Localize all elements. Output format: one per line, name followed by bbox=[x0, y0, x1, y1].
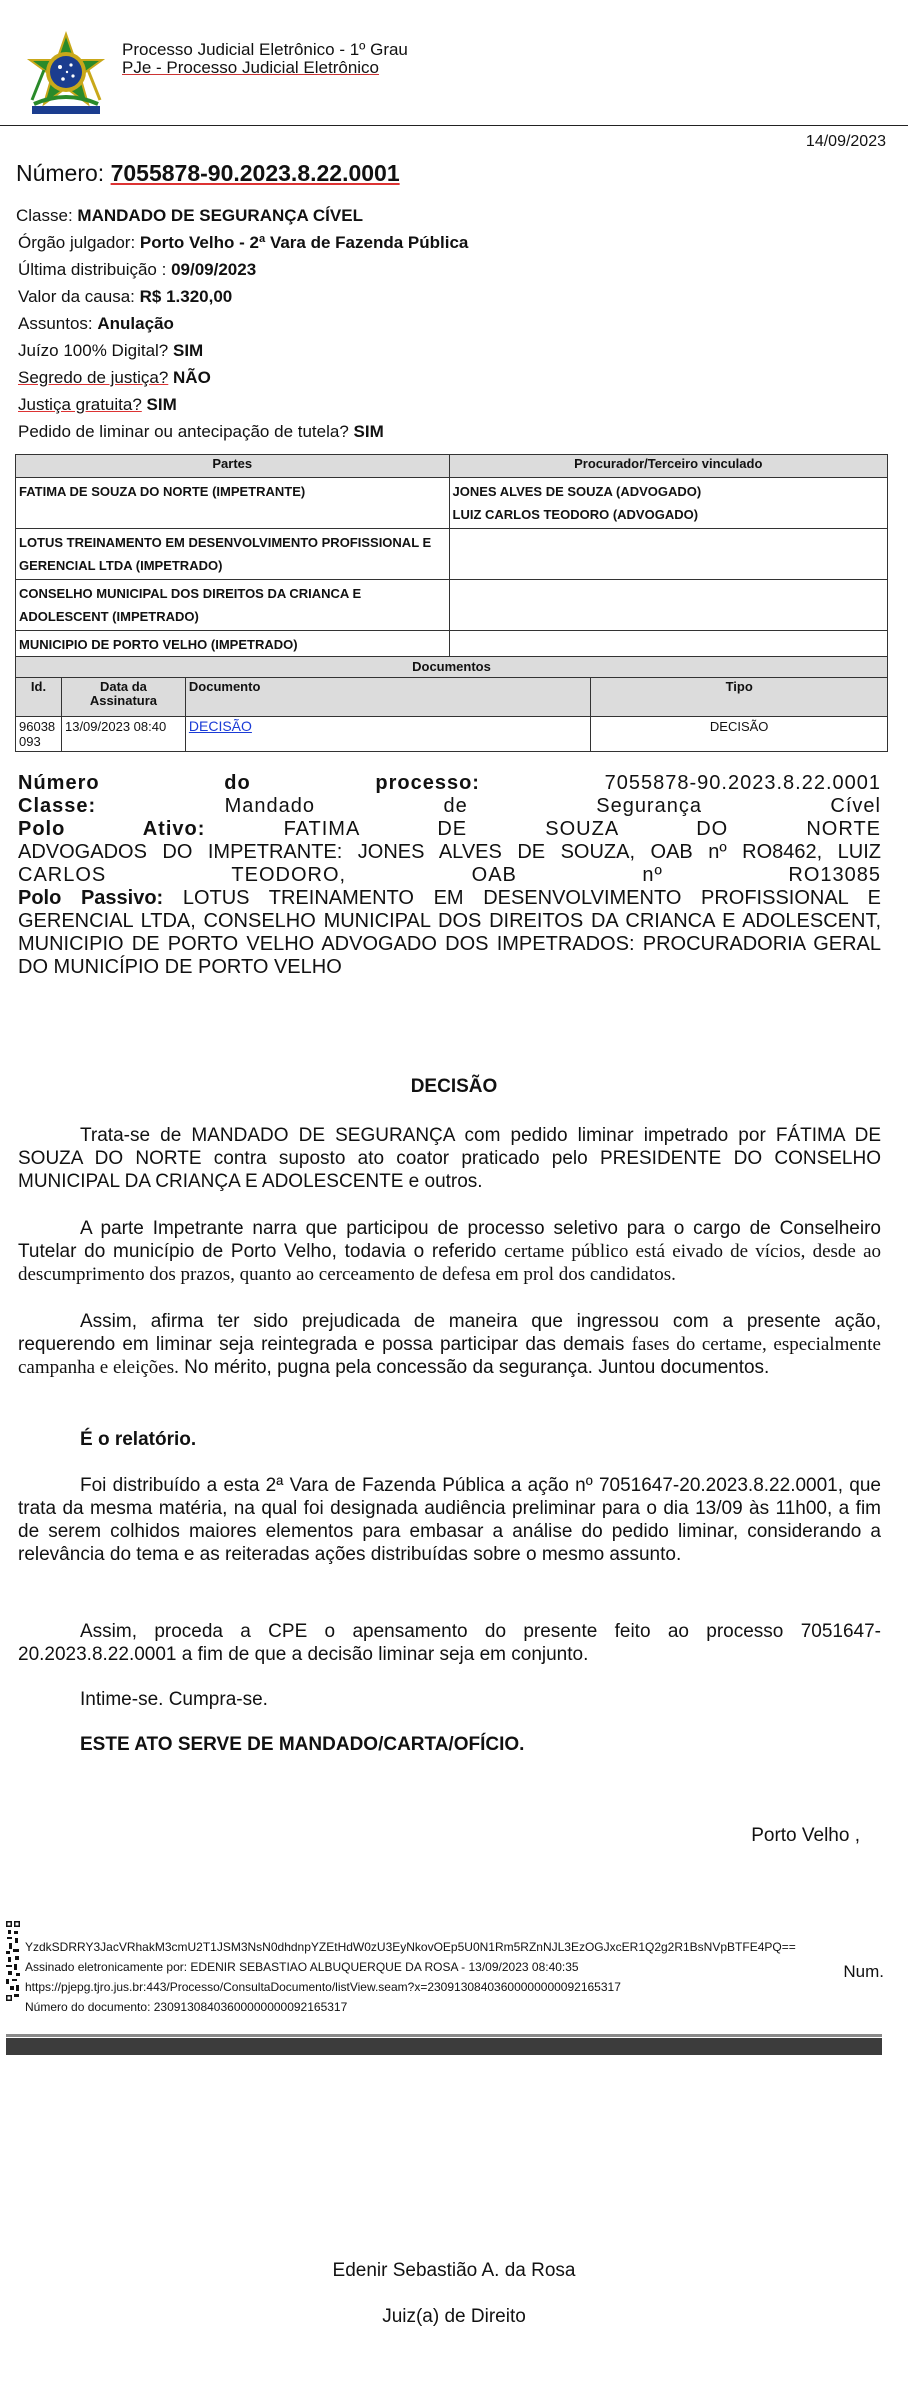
documents-header-id: Id. bbox=[16, 678, 62, 717]
party-lawyers bbox=[449, 580, 888, 631]
judge-name: Edenir Sebastião A. da Rosa bbox=[332, 2260, 576, 2281]
decision-paragraph: Assim, proceda a CPE o apensamento do presente feito ao processo 7051647-20.2023.8.22.0001 a fim de que a decisão liminar seja em conjunto. bbox=[18, 1621, 881, 1665]
field-assuntos: Assuntos: Anulação bbox=[18, 314, 174, 333]
table-row bbox=[16, 529, 888, 580]
field-classe: Classe: MANDADO DE SEGURANÇA CÍVEL bbox=[16, 206, 363, 225]
process-number-label: Número: bbox=[16, 160, 105, 186]
decision-paragraph: A parte Impetrante narra que participou de processo seletivo para o cargo de Conselheiro Tutelar do município de Porto Velho, todavia o referido certame público está eivado de vícios, desde ao descumprimento dos prazos, quanto ao cerceamento de defesa em prol dos candidatos. bbox=[18, 1218, 881, 1285]
party-name: MUNICIPIO DE PORTO VELHO (IMPETRADO) bbox=[16, 631, 450, 659]
lawyer-name: JONES ALVES DE SOUZA (ADVOGADO) bbox=[452, 484, 702, 499]
field-juizo-digital: Juízo 100% Digital? SIM bbox=[18, 341, 204, 360]
decision-relatorio: É o relatório. bbox=[80, 1429, 197, 1450]
field-orgao-julgador: Órgão julgador: Porto Velho - 2ª Vara de Fazenda Pública bbox=[18, 233, 469, 252]
num-label: Num. bbox=[843, 1962, 884, 1981]
party-lawyers bbox=[449, 529, 888, 580]
decision-location: Porto Velho , bbox=[751, 1825, 860, 1846]
document-cell bbox=[185, 717, 590, 752]
qr-code-icon bbox=[6, 1921, 20, 2001]
table-row bbox=[16, 580, 888, 631]
document-date: 13/09/2023 08:40 bbox=[61, 717, 185, 752]
document-link[interactable]: DECISÃO bbox=[188, 718, 252, 734]
print-date: 14/09/2023 bbox=[805, 133, 886, 150]
document-type: DECISÃO bbox=[591, 717, 888, 752]
party-name: FATIMA DE SOUZA DO NORTE (IMPETRANTE) bbox=[16, 478, 450, 529]
parties-header-partes: Partes bbox=[16, 455, 450, 478]
table-row bbox=[16, 478, 888, 529]
signature-signed-by: Assinado eletronicamente por: EDENIR SEBASTIAO ALBUQUERQUE DA ROSA - 13/09/2023 08:40:35 bbox=[25, 1960, 579, 1974]
footer-bar-highlight bbox=[6, 2034, 882, 2037]
judge-role: Juiz(a) de Direito bbox=[382, 2306, 526, 2327]
decision-process-number: Número do processo: 7055878-90.2023.8.22.0001 bbox=[18, 772, 881, 794]
decision-advogados-line1: ADVOGADOS DO IMPETRANTE: JONES ALVES DE SOUZA, OAB nº RO8462, LUIZ bbox=[18, 841, 881, 863]
party-lawyers bbox=[449, 631, 888, 659]
decision-advogados-line2: CARLOS TEODORO, OAB nº RO13085 bbox=[18, 864, 881, 886]
table-row bbox=[16, 717, 888, 752]
decision-ato: ESTE ATO SERVE DE MANDADO/CARTA/OFÍCIO. bbox=[80, 1734, 525, 1755]
party-lawyers bbox=[449, 478, 888, 529]
signature-doc-number: Número do documento: 23091308403600000000092165317 bbox=[25, 2000, 348, 2014]
field-valor-causa: Valor da causa: R$ 1.320,00 bbox=[18, 287, 233, 306]
header-system-subtitle: PJe - Processo Judicial Eletrônico bbox=[122, 58, 380, 77]
documents-header-document: Documento bbox=[185, 678, 590, 717]
header-divider bbox=[0, 125, 908, 126]
decision-paragraph: Assim, afirma ter sido prejudicada de maneira que ingressou com a presente ação, requerendo em liminar seja reintegrada e possa participar das demais fases do certame, especialmente campanha e eleições. No mérito, pugna pela concessão da segurança. Juntou documentos. bbox=[18, 1311, 881, 1378]
decision-paragraph: Foi distribuído a esta 2ª Vara de Fazenda Pública a ação nº 7051647-20.2023.8.22.0001, que trata da mesma matéria, na qual foi designada audiência preliminar para o dia 13/09 às 11h00, a fim de serem colhidos maiores elementos para embasar a análise do pedido liminar, considerando a relevância do tema e as reiteradas ações distribuídas sobre o mesmo assunto. bbox=[18, 1475, 881, 1565]
party-name: CONSELHO MUNICIPAL DOS DIREITOS DA CRIANCA E ADOLESCENT (IMPETRADO) bbox=[16, 580, 450, 631]
decision-polo-ativo: Polo Ativo: FATIMA DE SOUZA DO NORTE bbox=[18, 818, 881, 840]
documents-table bbox=[15, 677, 888, 752]
decision-title: DECISÃO bbox=[410, 1076, 498, 1097]
process-number-value: 7055878-90.2023.8.22.0001 bbox=[110, 160, 400, 186]
decision-intime: Intime-se. Cumpra-se. bbox=[80, 1689, 268, 1710]
footer-bar bbox=[6, 2038, 882, 2055]
decision-paragraph: Trata-se de MANDADO DE SEGURANÇA com pedido liminar impetrado por FÁTIMA DE SOUZA DO NORTE contra suposto ato coator praticado pelo PRESIDENTE DO CONSELHO MUNICIPAL DA CRIANÇA E ADOLESCENTE e outros. bbox=[18, 1125, 881, 1192]
field-ultima-distribuicao: Última distribuição : 09/09/2023 bbox=[18, 260, 257, 279]
documents-header-date: Data da Assinatura bbox=[61, 678, 185, 717]
field-pedido-liminar: Pedido de liminar ou antecipação de tutela? SIM bbox=[18, 422, 384, 441]
parties-table bbox=[15, 454, 888, 659]
document-id: 96038 093 bbox=[16, 717, 62, 752]
process-number bbox=[16, 160, 400, 187]
party-name: LOTUS TREINAMENTO EM DESENVOLVIMENTO PROFISSIONAL E GERENCIAL LTDA (IMPETRADO) bbox=[16, 529, 450, 580]
lawyer-name: LUIZ CARLOS TEODORO (ADVOGADO) bbox=[452, 507, 699, 522]
signature-url[interactable]: https://pjepg.tjro.jus.br:443/Processo/ConsultaDocumento/listView.seam?x=23091308403600000000092165317 bbox=[25, 1980, 621, 1994]
table-row bbox=[16, 631, 888, 659]
decision-classe: Classe: Mandado de Segurança Cível bbox=[18, 795, 882, 817]
decision-polo-passivo: Polo Passivo: LOTUS TREINAMENTO EM DESENVOLVIMENTO PROFISSIONAL E GERENCIAL LTDA, CONSELHO MUNICIPAL DOS DIREITOS DA CRIANCA E ADOLESCENT, MUNICIPIO DE PORTO VELHO ADVOGADO DOS IMPETRADOS: PROCURADORIA GERAL DO MUNICÍPIO DE PORTO VELHO bbox=[18, 887, 882, 978]
field-segredo-justica: Segredo de justiça? NÃO bbox=[18, 368, 211, 387]
field-justica-gratuita: Justiça gratuita? SIM bbox=[18, 395, 177, 414]
documents-header-type: Tipo bbox=[591, 678, 888, 717]
signature-hash: YzdkSDRRY3JacVRhakM3cmU2T1JSM3NsN0dhdnpYZEtHdW0zU3EyNkovOEp5U0N1Rm5RZnNJL3EzOGJxcER1Q2g2R1BsNVpBTFE4PQ== bbox=[25, 1940, 796, 1954]
brazil-coat-of-arms-icon bbox=[24, 30, 108, 120]
header-system-title: Processo Judicial Eletrônico - 1º Grau bbox=[122, 40, 408, 59]
parties-header-procurador: Procurador/Terceiro vinculado bbox=[449, 455, 888, 478]
documents-caption: Documentos bbox=[15, 656, 888, 678]
